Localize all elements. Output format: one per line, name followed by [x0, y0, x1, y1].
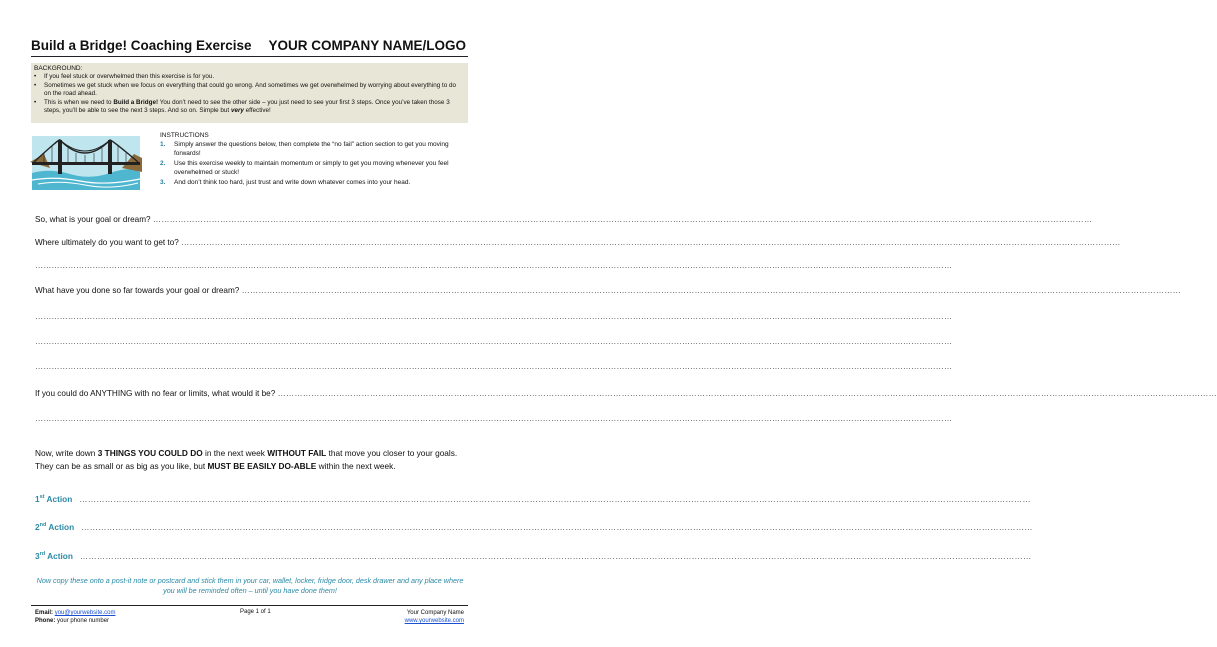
background-bullet: • Sometimes we get stuck when we focus on everything that could go wrong. And sometimes we get overwhelmed by worrying about everything to do on the road ahead. — [34, 82, 464, 99]
prompt-text: within the next week. — [316, 461, 396, 471]
answer-line[interactable]: ………………………………………………………………………………………………………………………………………………………………………………………………………………………………………………………………………………………………………… — [152, 215, 1093, 224]
bullet-text: effective! — [243, 107, 271, 114]
instruction-text: Simply answer the questions below, then complete the “no fail” action section to get you moving forwards! — [174, 141, 449, 157]
bullet-text: You don’t need to see the other side – you just need to see your first 3 steps. Once you’ve taken those 3 steps, you’ll be able to see the next 3 steps. And so on. Simple but — [44, 98, 450, 114]
answer-line[interactable]: ………………………………………………………………………………………………………………………………………………………………………………………………………………………………………………………………………………………………………… — [241, 286, 1182, 295]
action-row-2 — [35, 522, 1033, 532]
answer-line[interactable]: ………………………………………………………………………………………………………………………………………………………………………………………………………………………………………………………………………………………………………… — [277, 389, 1217, 398]
action-label — [35, 551, 73, 561]
phone-label: Phone: — [35, 618, 56, 624]
question-text: Where ultimately do you want to get to? — [35, 238, 179, 247]
answer-line[interactable]: ………………………………………………………………………………………………………………………………………………………………………………………………………………………………………………………………………………………………………… — [35, 261, 952, 270]
prompt-emphasis: MUST BE EASILY DO-ABLE — [207, 461, 317, 471]
action-number: 2 — [35, 522, 40, 532]
action-answer-line[interactable]: ………………………………………………………………………………………………………………………………………………………………………………………………………………………………………………………………………………………………………… — [81, 522, 1033, 532]
footer-phone — [35, 617, 115, 625]
question-goal — [35, 215, 1093, 224]
answer-line[interactable]: ………………………………………………………………………………………………………………………………………………………………………………………………………………………………………………………………………………………………………… — [35, 337, 952, 346]
company-logo-placeholder: YOUR COMPANY NAME/LOGO — [268, 38, 466, 53]
footer-divider — [31, 605, 468, 606]
bridge-illustration-icon — [30, 128, 142, 194]
instruction-item — [160, 179, 460, 188]
background-list — [34, 73, 464, 116]
footer-email — [35, 609, 115, 617]
prompt-emphasis: WITHOUT FAIL — [267, 448, 327, 458]
background-bullet: • If you feel stuck or overwhelmed then this exercise is for you. — [34, 73, 464, 82]
instructions-heading: INSTRUCTIONS — [160, 132, 209, 139]
footer-contact — [35, 609, 115, 625]
website-link[interactable]: www.yourwebsite.com — [404, 618, 464, 624]
instruction-item — [160, 141, 460, 158]
page-number: Page 1 of 1 — [240, 609, 271, 615]
action-number: 1 — [35, 494, 40, 504]
prompt-emphasis: 3 THINGS YOU COULD DO — [97, 448, 203, 458]
action-label — [35, 522, 74, 532]
closing-note: Now copy these onto a post-it note or postcard and stick them in your car, wallet, locker, fridge door, desk drawer and any place where you will be reminded often – until you have done them! — [36, 576, 464, 595]
question-anything — [35, 389, 1217, 398]
action-row-3 — [35, 551, 1032, 561]
instruction-text: And don’t think too hard, just trust and write down whatever comes into your head. — [174, 179, 411, 187]
action-word: Action — [44, 494, 73, 504]
background-bullet — [34, 99, 464, 116]
question-destination — [35, 238, 1121, 247]
question-text: What have you done so far towards your goal or dream? — [35, 286, 240, 295]
action-prompt — [35, 447, 471, 473]
action-answer-line[interactable]: ………………………………………………………………………………………………………………………………………………………………………………………………………………………………………………………………………………………………………… — [79, 551, 1032, 561]
prompt-text: in the next week — [202, 448, 268, 458]
instruction-number: 2. — [160, 160, 166, 168]
answer-line[interactable]: ………………………………………………………………………………………………………………………………………………………………………………………………………………………………………………………………………………………………………… — [181, 238, 1121, 247]
header-divider — [31, 56, 468, 57]
instruction-item — [160, 160, 460, 177]
action-ordinal: st — [39, 494, 45, 501]
action-word: Action — [45, 551, 73, 561]
page-title: Build a Bridge! Coaching Exercise — [31, 38, 252, 53]
instruction-number: 3. — [160, 179, 166, 187]
phone-value: your phone number — [57, 618, 110, 624]
prompt-text: that move you closer to your goals. They can be as small or as big as you like, but — [35, 448, 458, 471]
action-ordinal: rd — [39, 551, 46, 558]
action-row-1 — [35, 494, 1031, 504]
instruction-number: 1. — [160, 141, 166, 148]
instructions-list — [160, 141, 460, 190]
action-ordinal: nd — [39, 522, 47, 529]
bullet-text: This is when we need to — [44, 98, 114, 106]
email-label: Email: — [35, 610, 54, 616]
background-heading: BACKGROUND: — [34, 65, 83, 72]
action-answer-line[interactable]: ………………………………………………………………………………………………………………………………………………………………………………………………………………………………………………………………………………………………………… — [79, 494, 1031, 504]
footer-company — [405, 609, 464, 625]
answer-line[interactable]: ………………………………………………………………………………………………………………………………………………………………………………………………………………………………………………………………………………………………………… — [35, 312, 952, 321]
question-text: So, what is your goal or dream? — [35, 215, 151, 224]
question-text: If you could do ANYTHING with no fear or limits, what would it be? — [35, 389, 276, 398]
bullet-emphasis: Build a Bridge! — [113, 98, 159, 106]
prompt-text: Now, write down — [35, 448, 98, 458]
answer-line[interactable]: ………………………………………………………………………………………………………………………………………………………………………………………………………………………………………………………………………………………………………… — [35, 362, 952, 371]
action-number: 3 — [35, 551, 40, 561]
email-link[interactable]: you@yourwebsite.com — [54, 610, 116, 616]
action-word: Action — [46, 522, 75, 532]
answer-line[interactable]: ………………………………………………………………………………………………………………………………………………………………………………………………………………………………………………………………………………………………………… — [35, 414, 952, 423]
bullet-emphasis: very — [230, 107, 244, 114]
instruction-text: Use this exercise weekly to maintain momentum or simply to get you moving whenever you feel overwhelmed or stuck! — [174, 160, 449, 176]
question-progress — [35, 286, 1182, 295]
footer-company-name: Your Company Name — [406, 610, 464, 616]
action-label — [35, 494, 72, 504]
